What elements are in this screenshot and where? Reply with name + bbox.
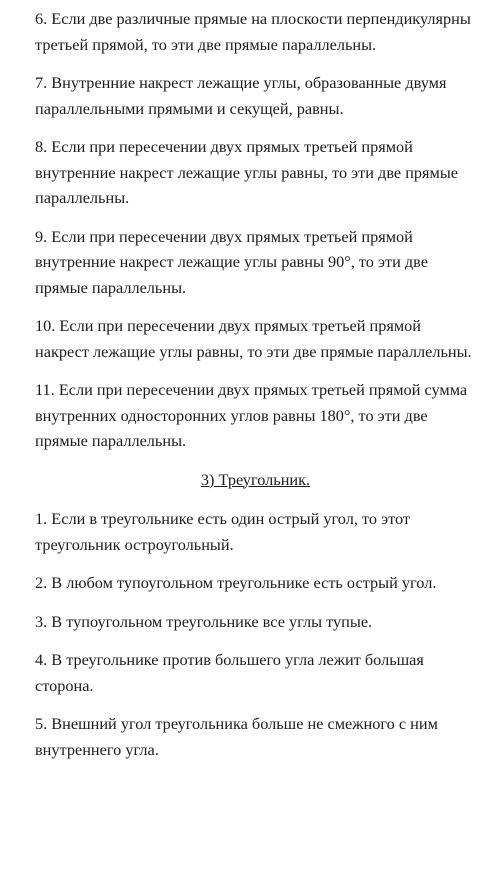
section-heading-triangle: 3) Треугольник.: [200, 469, 311, 489]
statement-10: 10. Если при пересечении двух прямых третьей прямой накрест лежащие углы равны, то эти две прямые параллельны.: [35, 316, 472, 361]
statement-9: 9. Если при пересечении двух прямых третьей прямой внутренние накрест лежащие углы равны 90°, то эти две прямые параллельны.: [35, 226, 428, 297]
statement-8: 8. Если при пересечении двух прямых третьей прямой внутренние накрест лежащие углы равны, то эти две прямые параллельны.: [35, 137, 459, 207]
statement-7: 7. Внутренние накрест лежащие углы, образованные двумя параллельными прямыми и секущей, равны.: [35, 73, 447, 118]
triangle-statement-1: 1. Если в треугольнике есть один острый угол, то этот треугольник остроугольный.: [35, 509, 411, 554]
triangle-statement-5: 5. Внешний угол треугольника больше не смежного с ним внутреннего угла.: [35, 714, 438, 759]
statement-6: 6. Если две различные прямые на плоскости перпендикулярны третьей прямой, то эти две прямые параллельны.: [35, 9, 471, 54]
triangle-statement-3: 3. В тупоугольном треугольнике все углы тупые.: [35, 611, 373, 631]
triangle-statement-4: 4. В треугольнике против большего угла лежит большая сторона.: [35, 650, 424, 695]
triangle-statement-2: 2. В любом тупоугольном треугольнике есть острый угол.: [35, 573, 437, 592]
statement-11: 11. Если при пересечении двух прямых третьей прямой сумма внутренних односторонних углов равны 180°, то эти две прямые параллельны.: [35, 380, 468, 450]
